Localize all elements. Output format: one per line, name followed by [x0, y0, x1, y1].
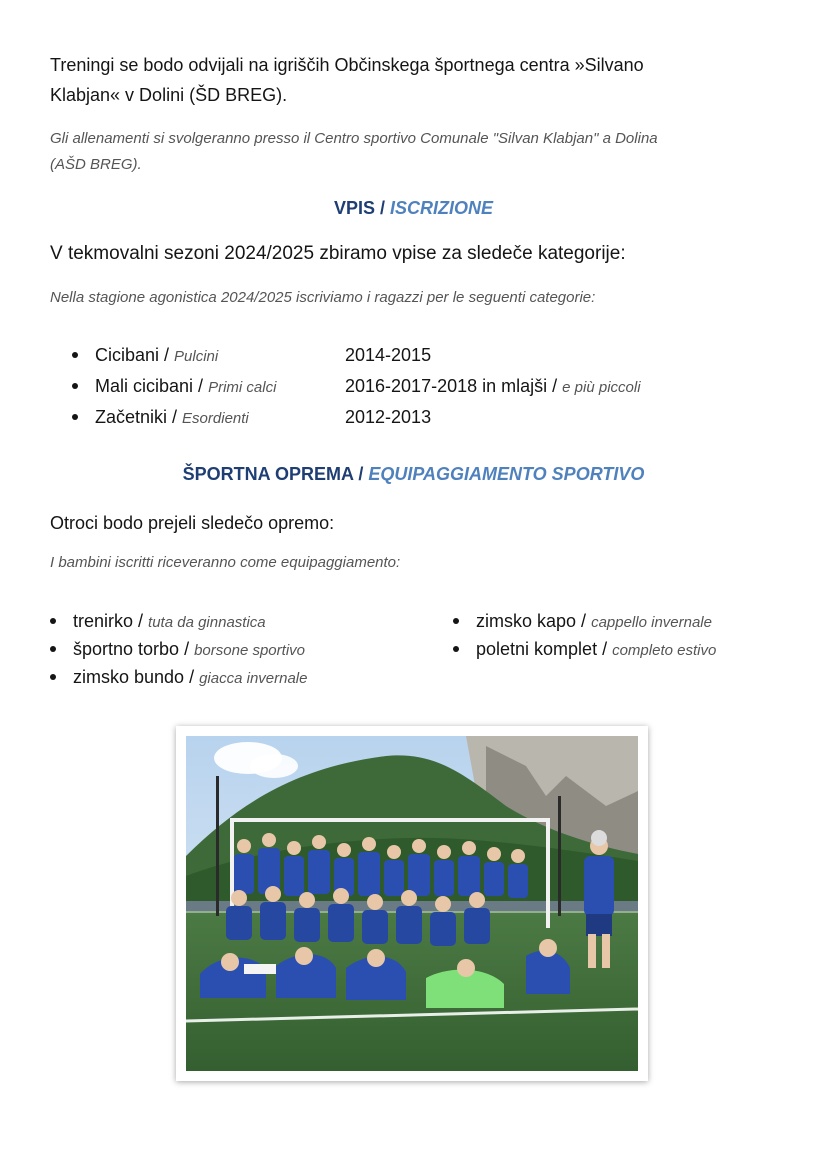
team-photo-icon — [186, 736, 638, 1071]
equipment-item-sep: / — [597, 639, 613, 659]
equipment-item-it: giacca invernale — [199, 670, 308, 687]
team-photo-frame — [176, 726, 648, 1081]
equipment-item-it: cappello invernale — [591, 614, 712, 631]
bullet-icon — [72, 383, 78, 389]
equipment-item-text — [476, 635, 716, 665]
registration-heading-it: ISCRIZIONE — [390, 198, 494, 218]
registration-heading-sl: VPIS — [333, 198, 375, 218]
category-years: 2014-2015 — [345, 345, 432, 365]
category-name — [95, 372, 276, 402]
equipment-text-it: I bambini iscritti riceveranno come equipaggiamento: — [50, 554, 401, 571]
bullet-icon — [453, 618, 459, 624]
category-name-sl: Začetniki — [95, 407, 168, 427]
category-years-sl: 2016-2017-2018 in mlajši — [345, 376, 548, 396]
category-sep: / — [159, 345, 175, 365]
bullet-icon — [50, 646, 56, 652]
equipment-item-it: borsone sportivo — [194, 642, 305, 659]
equipment-heading-it: EQUIPAGGIAMENTO SPORTIVO — [368, 464, 645, 484]
equipment-item-sep: / — [576, 611, 592, 631]
equipment-item-text — [476, 607, 712, 637]
registration-text-it: Nella stagione agonistica 2024/2025 iscriviamo i ragazzi per le seguenti categorie: — [50, 289, 596, 306]
category-name-sl: Cicibani — [95, 345, 160, 365]
category-name — [95, 403, 249, 433]
category-sep: / — [193, 376, 209, 396]
equipment-item-it: tuta da ginnastica — [148, 614, 266, 631]
registration-heading — [0, 198, 827, 219]
bullet-icon — [453, 646, 459, 652]
equipment-item-sep: / — [184, 667, 200, 687]
team-photo — [186, 736, 638, 1071]
category-name-sl: Mali cicibani — [95, 376, 194, 396]
equipment-item-sl: trenirko — [73, 611, 134, 631]
equipment-heading-sl: ŠPORTNA OPREMA — [182, 464, 354, 484]
bullet-icon — [50, 674, 56, 680]
equipment-item-sl: zimsko bundo — [73, 667, 185, 687]
intro-sl-line2: Klabjan« v Dolini (ŠD BREG). — [50, 85, 288, 105]
bullet-icon — [50, 618, 56, 624]
intro-sl-line1: Treningi se bodo odvijali na igriščih Občinskega športnega centra »Silvano — [50, 55, 644, 75]
equipment-item-sl: poletni komplet — [476, 639, 598, 659]
equipment-item-text — [73, 635, 305, 665]
intro-it-line1: Gli allenamenti si svolgeranno presso il Centro sportivo Comunale "Silvan Klabjan" a Dolina — [50, 130, 658, 147]
category-years: 2012-2013 — [345, 407, 432, 427]
equipment-heading — [0, 464, 827, 485]
category-name — [95, 341, 218, 371]
intro-it-line2: (AŠD BREG). — [50, 156, 142, 173]
equipment-item-sep: / — [179, 639, 195, 659]
equipment-item-text — [73, 663, 307, 693]
equipment-item-sl: zimsko kapo — [476, 611, 577, 631]
registration-text-sl: V tekmovalni sezoni 2024/2025 zbiramo vpise za sledeče kategorije: — [50, 243, 626, 264]
category-years-it: e più piccoli — [562, 379, 641, 396]
registration-heading-sep: / — [375, 198, 391, 218]
category-name-it: Esordienti — [182, 410, 249, 427]
category-sep: / — [167, 407, 183, 427]
equipment-item-sl: športno torbo — [73, 639, 180, 659]
equipment-item-text — [73, 607, 266, 637]
equipment-heading-sep: / — [353, 464, 369, 484]
category-years — [345, 372, 641, 402]
category-years-sep: / — [547, 376, 563, 396]
equipment-text-sl: Otroci bodo prejeli sledečo opremo: — [50, 513, 335, 533]
bullet-icon — [72, 414, 78, 420]
equipment-item-it: completo estivo — [612, 642, 717, 659]
category-name-it: Pulcini — [174, 348, 219, 365]
bullet-icon — [72, 352, 78, 358]
category-name-it: Primi calci — [208, 379, 277, 396]
equipment-item-sep: / — [133, 611, 149, 631]
